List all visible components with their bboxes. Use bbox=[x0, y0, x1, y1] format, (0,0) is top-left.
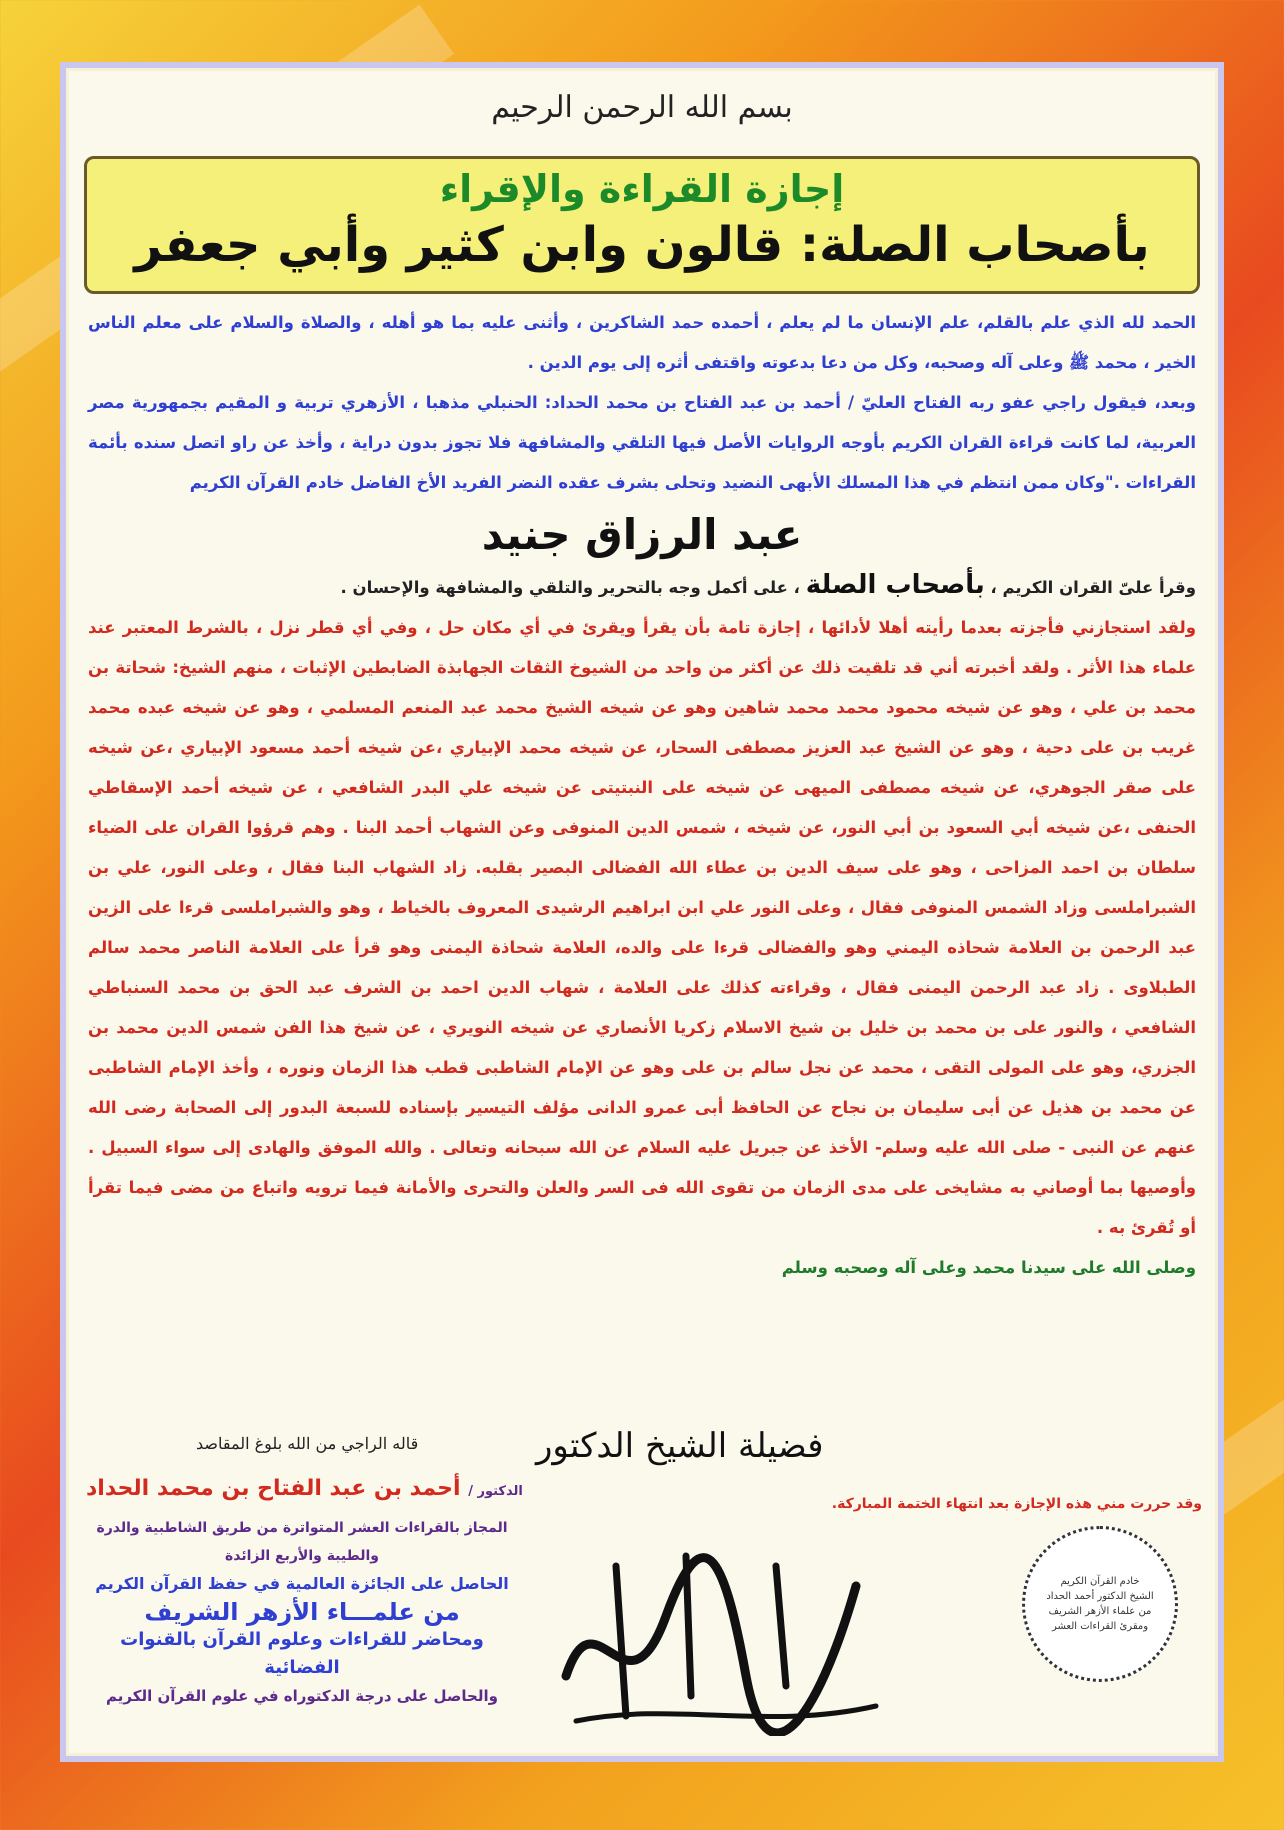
intro-paragraph-2: وبعد، فيقول راجي عفو ربه الفتاح العليّ / أحمد بن عبد الفتاح بن محمد الحداد: الحنبلي مذهبا ، الأزهري تربية و المقيم بجمهورية مصر العربية، لما كانت قراءة القران الكريم بأوجه الروايات الأصل فيها التلقي والمشافهة فلا تجوز بدون دراية ، وأخذ عن راو اتصل سنده بأئمة القراءات ."وكان ممن انتظم في هذا المسلك الأبهى النضيد وتحلى بشرف عقده النضر الفريد الأخ الفاضل خادم القرآن الكريم bbox=[88, 393, 1196, 492]
issuer-credentials bbox=[82, 1514, 522, 1710]
student-name: عبد الرزاق جنيد bbox=[481, 510, 803, 559]
credential-line: المجاز بالقراءات العشر المتواترة من طريق الشاطبية والدرة والطيبة والأربع الزائدة bbox=[96, 1520, 508, 1564]
certificate-subtitle: بأصحاب الصلة: قالون وابن كثير وأبي جعفر bbox=[134, 217, 1150, 273]
credential-line: من علمـــاء الأزهر الشريف bbox=[144, 1598, 460, 1626]
certificate-footer bbox=[66, 1416, 1218, 1756]
certificate-title: إجازة القراءة والإقراء bbox=[439, 167, 845, 211]
read-with: بأصحاب الصلة bbox=[805, 570, 985, 600]
seal-line: من علماء الأزهر الشريف bbox=[1048, 1606, 1152, 1617]
issuance-note: وقد حررت مني هذه الإجازة بعد انتهاء الختمة المباركة. bbox=[831, 1496, 1202, 1512]
chain-paragraph: ولقد استجازني فأجزته بعدما رأيته أهلا لأدائها ، إجازة تامة بأن يقرأ ويقرئ في أي مكان حل ، وفي أي قطر نزل ، بالشرط المعتبر عند علماء هذا الأثر . ولقد أخبرته أني قد تلقيت ذلك عن أكثر من واحد من الشيوخ الثقات الجهابذة الضابطين الإثبات ، منهم الشيخ: شحاتة بن محمد بن علي ، وهو عن شيخه محمود محمد محمد شاهين وهو عن شيخه الشيخ محمد عبد المنعم المسلمي ، وهو عن شيخه عبده محمد غريب بن على دحية ، وهو عن الشيخ عبد العزيز مصطفى السحار، عن شيخه محمد الإبياري ،عن شيخه أحمد مسعود الإبياري ،عن شيخه على صقر الجوهري، عن شيخه مصطفى الميهى عن شيخه على النبتيتى عن شيخه علي البدر الشافعي ، عن شيخه أحمد الإسقاطي الحنفى ،عن شيخه أبي السعود بن أبي النور، عن شيخه ، شمس الدين المنوفى وعن الشهاب أحمد البنا . وهم قرؤوا القران على الضياء سلطان بن احمد المزاحى ، وهو على سيف الدين بن عطاء الله الفضالى البصير بقلبه. زاد الشهاب البنا فقال ، وعلى النور، علي بن الشبراملسى وزاد الشمس المنوفى فقال ، وعلى النور علي ابن ابراهيم الرشيدى المعروف بالخياط ، وهو والشبراملسى قرءا على الزين عبد الرحمن بن العلامة شحاذه اليمني وهو والفضالى قرءا على والده، العلامة شحاذة اليمنى وهو قرأ على العلامة الناصر محمد سالم الطبلاوى . زاد عبد الرحمن اليمنى فقال ، وقراءته كذلك على العلامة ، شهاب الدين احمد بن الشرف عبد الحق بن محمد السنباطي الشافعي ، والنور على بن محمد بن خليل بن شيخ الاسلام زكريا الأنصاري عن شيخه النويري ، عن شيخ هذا الفن شمس الدين محمد بن الجزري، وهو على المولى التقى ، محمد عن نجل سالم بن على وهو عن الإمام الشاطبى قطب هذا الزمان ونوره ، وأخذ الإمام الشاطبى عن محمد بن هذيل عن أبى سليمان بن نجاح عن الحافظ أبى عمرو الدانى مؤلف التيسير بإسناده للسبعة البدور إلى الصحابة رضى الله عنهم عن النبى - صلى الله عليه وسلم- الأخذ عن جبريل عليه السلام عن الله سبحانه وتعالى . والله الموفق والهادى إلى سواء السبيل . وأوصيها بما أوصاني به مشايخى على مدى الزمان من تقوى الله فى السر والعلن والتحرى والأمانة فيما ترويه واتباع من مضى فيما تقرأ أو تُقرئ به . bbox=[88, 618, 1196, 1237]
read-prefix: وقرأ علىّ القران الكريم ، bbox=[990, 578, 1196, 597]
credential-line: الحاصل على الجائزة العالمية في حفظ القرآن الكريم bbox=[95, 1574, 509, 1593]
basmala: بسم الله الرحمن الرحيم bbox=[491, 90, 793, 125]
issuer-name-line bbox=[86, 1476, 523, 1501]
credential-line: ومحاضر للقراءات وعلوم القرآن بالقنوات الفضائية bbox=[120, 1629, 484, 1678]
official-seal bbox=[1022, 1526, 1178, 1682]
issuer-name: أحمد بن عبد الفتاح بن محمد الحداد bbox=[86, 1476, 461, 1501]
certificate-frame bbox=[60, 62, 1224, 1762]
signature-graphic bbox=[536, 1526, 896, 1736]
seal-line: خادم القرآن الكريم bbox=[1060, 1576, 1140, 1587]
intro-paragraph-1: الحمد لله الذي علم بالقلم، علم الإنسان ما لم يعلم ، أحمده حمد الشاكرين ، وأثنى عليه بما هو أهله ، والصلاة والسلام على معلم الناس الخير ، محمد ﷺ وعلى آله وصحبه، وكل من دعا بدعوته واقتفى أثره إلى يوم الدين . bbox=[88, 313, 1196, 372]
sheikh-title: فضيلة الشيخ الدكتور bbox=[536, 1426, 824, 1466]
seal-line: ومقرئ القراءات العشر bbox=[1051, 1621, 1149, 1632]
read-line bbox=[88, 565, 1196, 608]
closing-paragraph: وصلى الله على سيدنا محمد وعلى آله وصحبه وسلم bbox=[781, 1258, 1196, 1277]
seal-line: الشيخ الدكتور أحمد الحداد bbox=[1046, 1591, 1154, 1602]
doctor-prefix: الدكتور / bbox=[468, 1484, 523, 1499]
certificate-body bbox=[88, 303, 1196, 1288]
footer-left-top: قاله الراجي من الله بلوغ المقاصد bbox=[196, 1434, 419, 1453]
title-box bbox=[84, 156, 1200, 294]
credential-line: والحاصل على درجة الدكتوراه في علوم القرآن الكريم bbox=[106, 1687, 498, 1705]
read-suffix: ، على أكمل وجه بالتحرير والتلقي والمشافهة والإحسان . bbox=[340, 578, 800, 597]
